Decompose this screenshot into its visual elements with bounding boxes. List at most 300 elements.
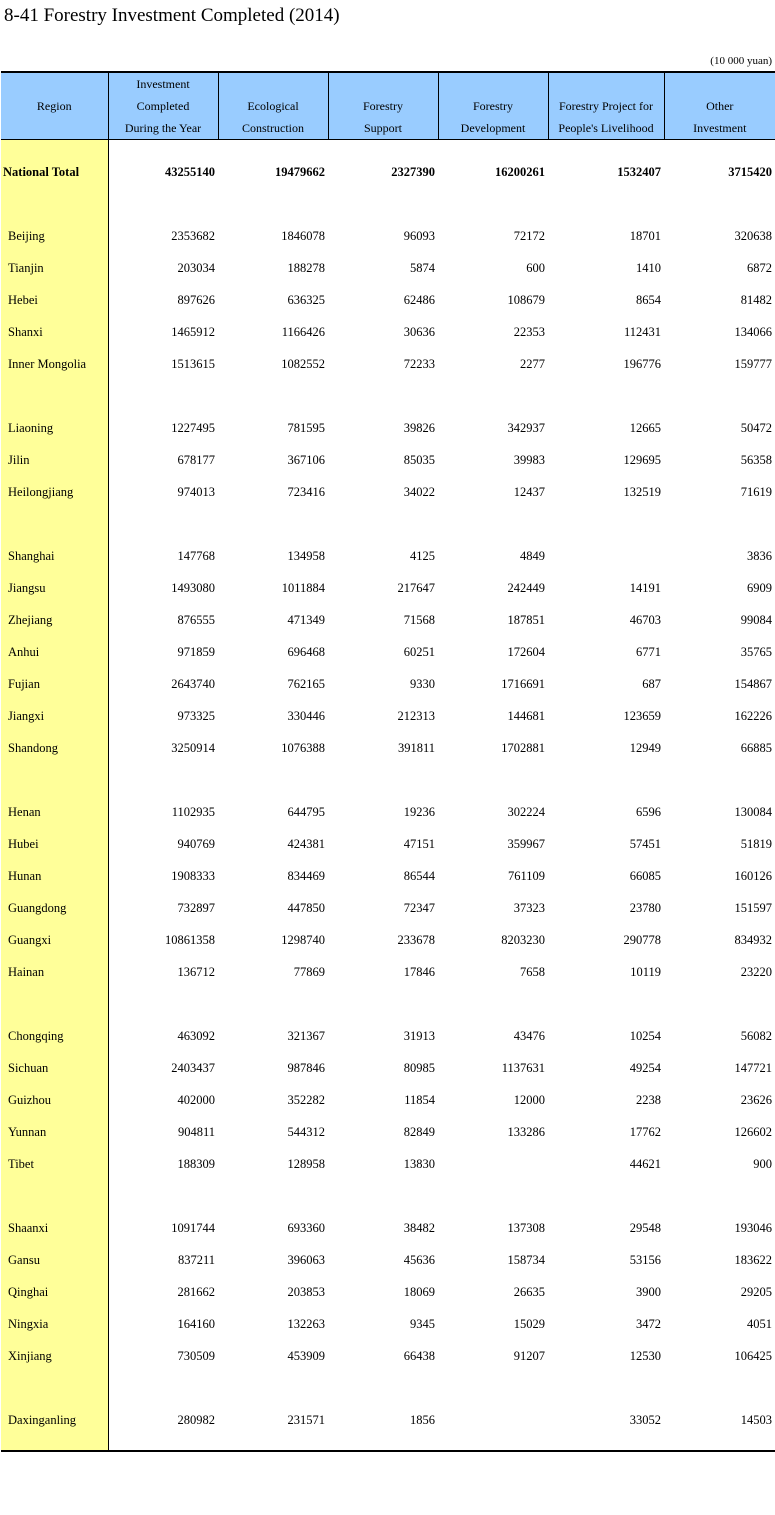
- spacer-cell: [328, 140, 438, 157]
- table-row: [1, 412, 775, 444]
- value-cell: 18701: [629, 228, 661, 243]
- table-title: 8-41 Forestry Investment Completed (2014): [4, 5, 340, 26]
- value-cell: 212313: [397, 708, 435, 723]
- table-row: [1, 1148, 775, 1180]
- table-row: [1, 892, 775, 924]
- value-cell: 1908333: [171, 868, 215, 883]
- spacer-cell: [548, 140, 664, 157]
- value-cell: 23780: [629, 900, 661, 915]
- value-cell: 834932: [734, 932, 772, 947]
- value-cell: 12000: [513, 1092, 545, 1107]
- spacer-cell: [1, 1436, 108, 1451]
- value-cell: 203853: [287, 1284, 325, 1299]
- value-cell: 56358: [740, 452, 772, 467]
- spacer-cell: [218, 988, 328, 1020]
- value-cell: 367106: [287, 452, 325, 467]
- spacer-cell: [438, 140, 548, 157]
- value-cell: 81482: [740, 292, 772, 307]
- value-cell: 302224: [507, 804, 545, 819]
- value-cell: 9330: [410, 676, 435, 691]
- value-cell: 77869: [293, 964, 325, 979]
- unit-label: (10 000 yuan): [710, 55, 772, 67]
- value-cell: 12437: [513, 484, 545, 499]
- value-cell: 33052: [629, 1412, 661, 1427]
- value-cell: 71619: [740, 484, 772, 499]
- region-cell: Guangxi: [1, 924, 108, 956]
- region-cell: Liaoning: [1, 412, 108, 444]
- value-cell: 900: [753, 1156, 772, 1171]
- value-cell: 732897: [177, 900, 215, 915]
- value-cell: 3715420: [728, 164, 772, 179]
- value-cell: 203034: [177, 260, 215, 275]
- value-cell: 162226: [734, 708, 772, 723]
- value-cell: 99084: [740, 612, 772, 627]
- value-cell: 106425: [734, 1348, 772, 1363]
- region-cell: Yunnan: [1, 1116, 108, 1148]
- header-line: Forestry Project for: [559, 99, 653, 113]
- value-cell: 290778: [623, 932, 661, 947]
- value-cell: 108679: [507, 292, 545, 307]
- value-cell: 396063: [287, 1252, 325, 1267]
- value-cell: 53156: [629, 1252, 661, 1267]
- value-cell: 391811: [397, 740, 435, 755]
- spacer-row: [1, 988, 775, 1020]
- spacer-row: [1, 1180, 775, 1212]
- spacer-row: [1, 380, 775, 412]
- value-cell: 151597: [734, 900, 772, 915]
- spacer-cell: [548, 764, 664, 796]
- spacer-cell: [328, 1436, 438, 1451]
- table-row: [1, 956, 775, 988]
- value-cell: 23220: [740, 964, 772, 979]
- value-cell: 321367: [287, 1028, 325, 1043]
- table-row: [1, 1308, 775, 1340]
- header-investment-completed: [108, 72, 218, 140]
- region-cell: Shaanxi: [1, 1212, 108, 1244]
- header-line: Ecological: [247, 99, 299, 113]
- region-cell: Heilongjiang: [1, 476, 108, 508]
- value-cell: 43255140: [165, 164, 215, 179]
- spacer-cell: [664, 764, 775, 796]
- region-cell: Jiangsu: [1, 572, 108, 604]
- spacer-cell: [218, 140, 328, 157]
- value-cell: 6771: [636, 644, 661, 659]
- value-cell: 4051: [747, 1316, 772, 1331]
- value-cell: 3900: [636, 1284, 661, 1299]
- value-cell: 126602: [734, 1124, 772, 1139]
- spacer-cell: [664, 140, 775, 157]
- value-cell: 837211: [177, 1252, 215, 1267]
- value-cell: 30636: [403, 324, 435, 339]
- spacer-cell: [218, 188, 328, 220]
- value-cell: 50472: [740, 420, 772, 435]
- value-cell: 3836: [747, 548, 772, 563]
- value-cell: 128958: [287, 1156, 325, 1171]
- table-row: [1, 796, 775, 828]
- value-cell: 644795: [287, 804, 325, 819]
- region-cell: Daxinganling: [1, 1404, 108, 1436]
- spacer-cell: [664, 1436, 775, 1451]
- value-cell: 132263: [287, 1316, 325, 1331]
- value-cell: [438, 1148, 548, 1180]
- region-cell: Tianjin: [1, 252, 108, 284]
- value-cell: 280982: [177, 1412, 215, 1427]
- value-cell: 10254: [629, 1028, 661, 1043]
- table-row: [1, 1340, 775, 1372]
- value-cell: 29548: [629, 1220, 661, 1235]
- value-cell: 2327390: [391, 164, 435, 179]
- spacer-cell: [548, 988, 664, 1020]
- value-cell: 137308: [507, 1220, 545, 1235]
- region-cell: Shandong: [1, 732, 108, 764]
- spacer-row: [1, 1436, 775, 1451]
- value-cell: 987846: [287, 1060, 325, 1075]
- spacer-cell: [1, 380, 108, 412]
- header-line: Support: [363, 121, 402, 135]
- region-cell: Zhejiang: [1, 604, 108, 636]
- value-cell: 51819: [740, 836, 772, 851]
- value-cell: 17762: [629, 1124, 661, 1139]
- value-cell: 463092: [177, 1028, 215, 1043]
- value-cell: 217647: [397, 580, 435, 595]
- value-cell: 56082: [740, 1028, 772, 1043]
- table-row: [1, 1052, 775, 1084]
- table-row: [1, 1404, 775, 1436]
- value-cell: 38482: [403, 1220, 435, 1235]
- value-cell: 49254: [629, 1060, 661, 1075]
- value-cell: 10861358: [165, 932, 215, 947]
- region-cell: Guangdong: [1, 892, 108, 924]
- value-cell: [548, 540, 664, 572]
- table-row: [1, 284, 775, 316]
- spacer-cell: [328, 764, 438, 796]
- spacer-row: [1, 140, 775, 157]
- value-cell: 158734: [507, 1252, 545, 1267]
- value-cell: 973325: [177, 708, 215, 723]
- table-row: [1, 252, 775, 284]
- value-cell: 2238: [636, 1092, 661, 1107]
- header-peoples-livelihood: [548, 72, 664, 140]
- spacer-cell: [108, 188, 218, 220]
- value-cell: 60251: [403, 644, 435, 659]
- value-cell: 8654: [636, 292, 661, 307]
- spacer-cell: [1, 508, 108, 540]
- header-region: [1, 72, 108, 140]
- header-line: During the Year: [124, 121, 202, 135]
- value-cell: 144681: [507, 708, 545, 723]
- region-cell: Anhui: [1, 636, 108, 668]
- value-cell: 1166426: [281, 324, 325, 339]
- value-cell: 7658: [520, 964, 545, 979]
- value-cell: 19479662: [275, 164, 325, 179]
- region-cell: Hebei: [1, 284, 108, 316]
- header-line: Completed: [136, 99, 190, 113]
- table-row: [1, 220, 775, 252]
- value-cell: 359967: [507, 836, 545, 851]
- value-cell: 31913: [403, 1028, 435, 1043]
- spacer-cell: [1, 1180, 108, 1212]
- value-cell: 1102935: [171, 804, 215, 819]
- table-row: [1, 444, 775, 476]
- value-cell: 281662: [177, 1284, 215, 1299]
- spacer-cell: [548, 1372, 664, 1404]
- value-cell: 4849: [520, 548, 545, 563]
- value-cell: 687: [642, 676, 661, 691]
- value-cell: 1465912: [171, 324, 215, 339]
- table-row: [1, 316, 775, 348]
- region-cell: Henan: [1, 796, 108, 828]
- value-cell: 72172: [513, 228, 545, 243]
- national-total-row: [1, 156, 775, 188]
- value-cell: 233678: [397, 932, 435, 947]
- table-row: [1, 636, 775, 668]
- value-cell: 876555: [177, 612, 215, 627]
- header-line: Forestry: [473, 99, 513, 113]
- spacer-cell: [1, 188, 108, 220]
- value-cell: 154867: [734, 676, 772, 691]
- header-line: Forestry: [363, 99, 403, 113]
- spacer-cell: [664, 188, 775, 220]
- value-cell: 37323: [513, 900, 545, 915]
- value-cell: 940769: [177, 836, 215, 851]
- spacer-cell: [108, 764, 218, 796]
- spacer-cell: [548, 188, 664, 220]
- header-line: People's Livelihood: [558, 121, 654, 135]
- value-cell: 231571: [287, 1412, 325, 1427]
- value-cell: 904811: [177, 1124, 215, 1139]
- value-cell: 1532407: [617, 164, 661, 179]
- value-cell: 1716691: [501, 676, 545, 691]
- value-cell: 71568: [403, 612, 435, 627]
- value-cell: 35765: [740, 644, 772, 659]
- spacer-cell: [664, 1180, 775, 1212]
- value-cell: 133286: [507, 1124, 545, 1139]
- value-cell: 188309: [177, 1156, 215, 1171]
- region-cell: Hunan: [1, 860, 108, 892]
- value-cell: 1856: [410, 1412, 435, 1427]
- value-cell: 834469: [287, 868, 325, 883]
- header-line: Development: [460, 121, 526, 135]
- table-row: [1, 924, 775, 956]
- spacer-cell: [438, 1436, 548, 1451]
- region-cell: Sichuan: [1, 1052, 108, 1084]
- spacer-cell: [438, 764, 548, 796]
- table-row: [1, 1084, 775, 1116]
- value-cell: 471349: [287, 612, 325, 627]
- region-cell: Fujian: [1, 668, 108, 700]
- value-cell: 544312: [287, 1124, 325, 1139]
- table-row: [1, 1212, 775, 1244]
- spacer-cell: [328, 988, 438, 1020]
- header-forestry-support: [328, 72, 438, 140]
- value-cell: 1513615: [171, 356, 215, 371]
- value-cell: 11854: [404, 1092, 435, 1107]
- table-row: [1, 828, 775, 860]
- spacer-cell: [218, 508, 328, 540]
- value-cell: 86544: [403, 868, 435, 883]
- value-cell: 1011884: [281, 580, 325, 595]
- value-cell: 18069: [403, 1284, 435, 1299]
- value-cell: 1227495: [171, 420, 215, 435]
- spacer-cell: [328, 380, 438, 412]
- value-cell: 974013: [177, 484, 215, 499]
- value-cell: 447850: [287, 900, 325, 915]
- table-row: [1, 604, 775, 636]
- value-cell: 4125: [410, 548, 435, 563]
- table-row: [1, 1276, 775, 1308]
- value-cell: 2403437: [171, 1060, 215, 1075]
- value-cell: 696468: [287, 644, 325, 659]
- spacer-cell: [1, 988, 108, 1020]
- value-cell: [438, 1404, 548, 1436]
- value-cell: 1298740: [281, 932, 325, 947]
- value-cell: 26635: [513, 1284, 545, 1299]
- value-cell: 636325: [287, 292, 325, 307]
- table-row: [1, 732, 775, 764]
- value-cell: 10119: [630, 964, 661, 979]
- spacer-cell: [664, 380, 775, 412]
- table-row: [1, 1116, 775, 1148]
- value-cell: 971859: [177, 644, 215, 659]
- value-cell: 91207: [513, 1348, 545, 1363]
- table-row: [1, 1244, 775, 1276]
- value-cell: 44621: [629, 1156, 661, 1171]
- value-cell: 72347: [403, 900, 435, 915]
- value-cell: 39983: [513, 452, 545, 467]
- header-region-label: Region: [36, 99, 72, 113]
- spacer-cell: [1, 1372, 108, 1404]
- header-ecological-construction: [218, 72, 328, 140]
- value-cell: 13830: [403, 1156, 435, 1171]
- value-cell: 66438: [403, 1348, 435, 1363]
- spacer-cell: [108, 508, 218, 540]
- spacer-cell: [108, 988, 218, 1020]
- value-cell: 34022: [403, 484, 435, 499]
- value-cell: 43476: [513, 1028, 545, 1043]
- value-cell: 1846078: [281, 228, 325, 243]
- value-cell: 80985: [403, 1060, 435, 1075]
- value-cell: 45636: [403, 1252, 435, 1267]
- spacer-cell: [328, 1180, 438, 1212]
- value-cell: 761109: [507, 868, 545, 883]
- spacer-cell: [438, 988, 548, 1020]
- region-cell: Hubei: [1, 828, 108, 860]
- spacer-cell: [328, 188, 438, 220]
- value-cell: 2277: [520, 356, 545, 371]
- value-cell: 9345: [410, 1316, 435, 1331]
- value-cell: 16200261: [495, 164, 545, 179]
- value-cell: 39826: [403, 420, 435, 435]
- value-cell: 1091744: [171, 1220, 215, 1235]
- spacer-cell: [328, 508, 438, 540]
- value-cell: 1137631: [501, 1060, 545, 1075]
- value-cell: 172604: [507, 644, 545, 659]
- value-cell: 123659: [623, 708, 661, 723]
- value-cell: 66885: [740, 740, 772, 755]
- spacer-cell: [438, 1372, 548, 1404]
- region-cell: Shanghai: [1, 540, 108, 572]
- value-cell: 1076388: [281, 740, 325, 755]
- region-cell: Inner Mongolia: [1, 348, 108, 380]
- value-cell: 183622: [734, 1252, 772, 1267]
- value-cell: 85035: [403, 452, 435, 467]
- value-cell: 57451: [629, 836, 661, 851]
- spacer-cell: [108, 380, 218, 412]
- value-cell: 342937: [507, 420, 545, 435]
- value-cell: 147721: [734, 1060, 772, 1075]
- spacer-cell: [548, 380, 664, 412]
- region-cell: Shanxi: [1, 316, 108, 348]
- value-cell: 453909: [287, 1348, 325, 1363]
- value-cell: 320638: [734, 228, 772, 243]
- value-cell: 19236: [403, 804, 435, 819]
- region-cell: Jiangxi: [1, 700, 108, 732]
- spacer-cell: [218, 380, 328, 412]
- region-cell: Ningxia: [1, 1308, 108, 1340]
- table-row: [1, 540, 775, 572]
- value-cell: 130084: [734, 804, 772, 819]
- value-cell: 196776: [623, 356, 661, 371]
- value-cell: 134958: [287, 548, 325, 563]
- value-cell: 136712: [177, 964, 215, 979]
- table-row: [1, 348, 775, 380]
- value-cell: 147768: [177, 548, 215, 563]
- spacer-cell: [108, 1436, 218, 1451]
- spacer-cell: [108, 1372, 218, 1404]
- spacer-cell: [218, 1180, 328, 1212]
- value-cell: 1410: [636, 260, 661, 275]
- value-cell: 1082552: [281, 356, 325, 371]
- value-cell: 164160: [177, 1316, 215, 1331]
- region-cell: Qinghai: [1, 1276, 108, 1308]
- region-cell: National Total: [1, 156, 108, 188]
- spacer-cell: [108, 140, 218, 157]
- spacer-cell: [1, 140, 108, 157]
- value-cell: 352282: [287, 1092, 325, 1107]
- region-cell: Guizhou: [1, 1084, 108, 1116]
- spacer-cell: [548, 1180, 664, 1212]
- table-body: [1, 140, 775, 1452]
- header-forestry-development: [438, 72, 548, 140]
- value-cell: 12530: [629, 1348, 661, 1363]
- value-cell: 3250914: [171, 740, 215, 755]
- value-cell: 6909: [747, 580, 772, 595]
- value-cell: 46703: [629, 612, 661, 627]
- region-cell: Hainan: [1, 956, 108, 988]
- value-cell: 424381: [287, 836, 325, 851]
- value-cell: 5874: [410, 260, 435, 275]
- value-cell: 678177: [177, 452, 215, 467]
- spacer-cell: [548, 1436, 664, 1451]
- spacer-cell: [664, 508, 775, 540]
- spacer-cell: [328, 1372, 438, 1404]
- spacer-cell: [218, 764, 328, 796]
- spacer-cell: [1, 764, 108, 796]
- value-cell: 17846: [403, 964, 435, 979]
- table-row: [1, 668, 775, 700]
- value-cell: 730509: [177, 1348, 215, 1363]
- header-line: Investment: [693, 121, 747, 135]
- region-cell: Beijing: [1, 220, 108, 252]
- spacer-cell: [438, 1180, 548, 1212]
- value-cell: 129695: [623, 452, 661, 467]
- table-row: [1, 860, 775, 892]
- region-cell: Gansu: [1, 1244, 108, 1276]
- value-cell: 15029: [513, 1316, 545, 1331]
- value-cell: 3472: [636, 1316, 661, 1331]
- region-cell: Jilin: [1, 444, 108, 476]
- value-cell: 160126: [734, 868, 772, 883]
